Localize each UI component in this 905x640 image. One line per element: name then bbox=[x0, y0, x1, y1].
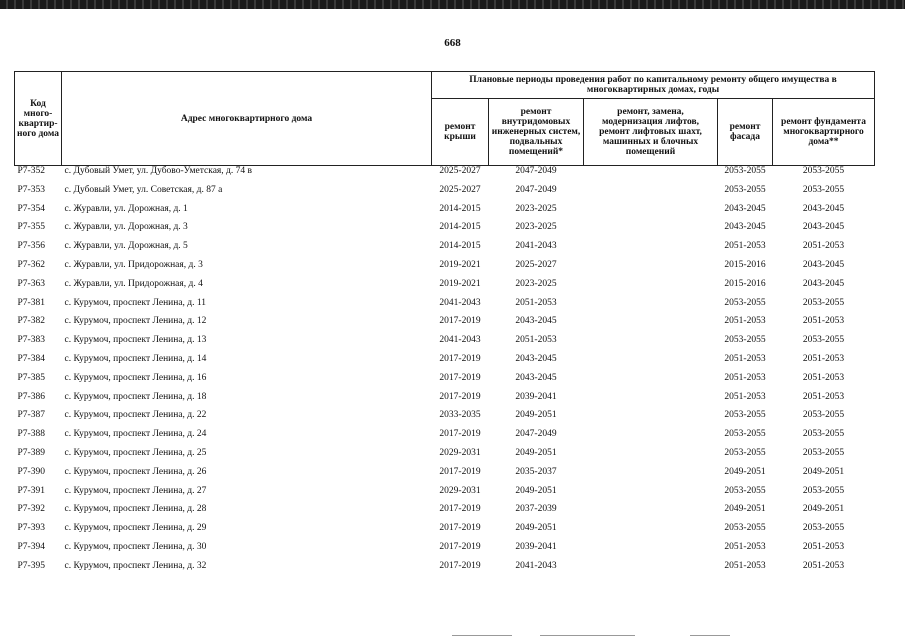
cell-elevators bbox=[584, 279, 718, 298]
cell-elevators bbox=[584, 166, 718, 185]
cell-roof: 2025-2027 bbox=[439, 166, 481, 176]
cell-address: с. Курумоч, проспект Ленина, д. 30 bbox=[64, 541, 207, 552]
table-row bbox=[15, 222, 875, 241]
cell-internal-systems: 2047-2049 bbox=[515, 166, 557, 176]
cell-internal-systems: 2023-2025 bbox=[515, 203, 557, 214]
header-roof: ремонт крыши bbox=[432, 99, 489, 166]
cell-elevators bbox=[584, 204, 718, 223]
cell-facade: 2015-2016 bbox=[724, 278, 766, 289]
cell-elevators bbox=[584, 222, 718, 241]
cell-roof: 2017-2019 bbox=[439, 391, 481, 402]
cell-internal-systems: 2043-2045 bbox=[515, 316, 557, 327]
cell-foundation: 2051-2053 bbox=[802, 353, 845, 364]
table-row bbox=[15, 561, 875, 580]
cell-roof: 2019-2021 bbox=[439, 278, 481, 289]
cell-foundation: 2053-2055 bbox=[802, 184, 845, 195]
cell-roof: 2017-2019 bbox=[439, 316, 481, 327]
cell-elevators bbox=[584, 316, 718, 335]
cell-internal-systems: 2039-2041 bbox=[515, 391, 557, 402]
cell-facade: 2051-2053 bbox=[724, 241, 766, 252]
cell-elevators bbox=[584, 561, 718, 580]
cell-code: Р7-352 bbox=[17, 166, 45, 176]
cell-elevators bbox=[584, 486, 718, 505]
cell-roof: 2014-2015 bbox=[439, 222, 481, 233]
cell-facade: 2053-2055 bbox=[724, 166, 766, 176]
cell-foundation: 2053-2055 bbox=[802, 429, 845, 440]
cell-facade: 2053-2055 bbox=[724, 485, 766, 496]
cell-roof: 2017-2019 bbox=[439, 466, 481, 477]
table-row bbox=[15, 523, 875, 542]
cell-elevators bbox=[584, 354, 718, 373]
cell-foundation: 2049-2051 bbox=[802, 504, 845, 515]
cell-address: с. Журавли, ул. Дорожная, д. 5 bbox=[64, 241, 188, 252]
cell-roof: 2041-2043 bbox=[439, 297, 481, 308]
cell-address: с. Журавли, ул. Дорожная, д. 3 bbox=[64, 222, 188, 233]
scan-top-border bbox=[0, 0, 905, 9]
cell-code: Р7-395 bbox=[17, 560, 45, 571]
cell-roof: 2019-2021 bbox=[439, 259, 481, 270]
header-address: Адрес многоквартирного дома bbox=[62, 72, 432, 166]
cell-address: с. Курумоч, проспект Ленина, д. 16 bbox=[64, 372, 207, 383]
cell-internal-systems: 2041-2043 bbox=[515, 560, 557, 571]
cell-internal-systems: 2051-2053 bbox=[515, 297, 557, 308]
cell-facade: 2051-2053 bbox=[724, 372, 766, 383]
cell-code: Р7-353 bbox=[17, 184, 45, 195]
header-foundation: ремонт фундамента многоквартирного дома** bbox=[773, 99, 875, 166]
table-row bbox=[15, 410, 875, 429]
cell-foundation: 2053-2055 bbox=[802, 485, 845, 496]
cell-address: с. Курумоч, проспект Ленина, д. 11 bbox=[64, 297, 207, 308]
cell-facade: 2049-2051 bbox=[724, 504, 766, 515]
cell-code: Р7-354 bbox=[17, 203, 45, 214]
cell-internal-systems: 2049-2051 bbox=[515, 410, 557, 421]
cell-facade: 2053-2055 bbox=[724, 429, 766, 440]
cell-roof: 2025-2027 bbox=[439, 184, 481, 195]
header-code: Код много-квартир-ного дома bbox=[15, 72, 62, 166]
cell-roof: 2017-2019 bbox=[439, 353, 481, 364]
cell-facade: 2051-2053 bbox=[724, 316, 766, 327]
cell-facade: 2051-2053 bbox=[724, 541, 766, 552]
cell-elevators bbox=[584, 504, 718, 523]
header-facade: ремонт фасада bbox=[718, 99, 773, 166]
cell-internal-systems: 2047-2049 bbox=[515, 184, 557, 195]
table-row bbox=[15, 316, 875, 335]
cell-internal-systems: 2023-2025 bbox=[515, 222, 557, 233]
cell-foundation: 2053-2055 bbox=[802, 297, 845, 308]
cell-address: с. Курумоч, проспект Ленина, д. 14 bbox=[64, 353, 207, 364]
cell-elevators bbox=[584, 467, 718, 486]
cell-elevators bbox=[584, 335, 718, 354]
table-row bbox=[15, 429, 875, 448]
cell-internal-systems: 2025-2027 bbox=[515, 259, 557, 270]
cell-internal-systems: 2043-2045 bbox=[515, 353, 557, 364]
cell-address: с. Курумоч, проспект Ленина, д. 28 bbox=[64, 504, 207, 515]
cell-address: с. Курумоч, проспект Ленина, д. 13 bbox=[64, 335, 207, 346]
header-elevators: ремонт, замена, модернизация лифтов, ремонт лифтовых шахт, машинных и блочных помещений bbox=[584, 99, 718, 166]
table-row bbox=[15, 166, 875, 185]
cell-elevators bbox=[584, 241, 718, 260]
cell-code: Р7-384 bbox=[17, 353, 45, 364]
cell-foundation: 2053-2055 bbox=[802, 166, 845, 176]
cell-address: с. Курумоч, проспект Ленина, д. 25 bbox=[64, 447, 207, 458]
cell-address: с. Курумоч, проспект Ленина, д. 26 bbox=[64, 466, 207, 477]
cell-roof: 2017-2019 bbox=[439, 372, 481, 383]
cell-roof: 2029-2031 bbox=[439, 485, 481, 496]
cell-code: Р7-387 bbox=[17, 410, 45, 421]
cell-internal-systems: 2037-2039 bbox=[515, 504, 557, 515]
cell-foundation: 2051-2053 bbox=[802, 391, 845, 402]
cell-facade: 2043-2045 bbox=[724, 203, 766, 214]
cell-code: Р7-390 bbox=[17, 466, 45, 477]
table-row bbox=[15, 279, 875, 298]
cell-address: с. Курумоч, проспект Ленина, д. 27 bbox=[64, 485, 207, 496]
table-row bbox=[15, 185, 875, 204]
table-row bbox=[15, 260, 875, 279]
table-row bbox=[15, 467, 875, 486]
cell-elevators bbox=[584, 298, 718, 317]
cell-elevators bbox=[584, 260, 718, 279]
table-row bbox=[15, 486, 875, 505]
cell-code: Р7-394 bbox=[17, 541, 45, 552]
cell-roof: 2029-2031 bbox=[439, 447, 481, 458]
cell-address: с. Дубовый Умет, ул. Советская, д. 87 а bbox=[64, 184, 223, 195]
cell-address: с. Курумоч, проспект Ленина, д. 18 bbox=[64, 391, 207, 402]
cell-facade: 2015-2016 bbox=[724, 259, 766, 270]
cell-address: с. Курумоч, проспект Ленина, д. 12 bbox=[64, 316, 207, 327]
cell-facade: 2049-2051 bbox=[724, 466, 766, 477]
cell-roof: 2041-2043 bbox=[439, 335, 481, 346]
cell-address: с. Курумоч, проспект Ленина, д. 32 bbox=[64, 560, 207, 571]
cell-elevators bbox=[584, 392, 718, 411]
cell-elevators bbox=[584, 429, 718, 448]
cell-internal-systems: 2051-2053 bbox=[515, 335, 557, 346]
cell-foundation: 2053-2055 bbox=[802, 523, 845, 534]
cell-facade: 2053-2055 bbox=[724, 184, 766, 195]
cell-code: Р7-393 bbox=[17, 523, 45, 534]
cell-elevators bbox=[584, 448, 718, 467]
cell-facade: 2053-2055 bbox=[724, 447, 766, 458]
cell-roof: 2017-2019 bbox=[439, 429, 481, 440]
cell-elevators bbox=[584, 373, 718, 392]
table-row bbox=[15, 298, 875, 317]
cell-code: Р7-381 bbox=[17, 297, 45, 308]
cell-code: Р7-363 bbox=[17, 278, 45, 289]
cell-foundation: 2043-2045 bbox=[802, 203, 845, 214]
cell-code: Р7-392 bbox=[17, 504, 45, 515]
scan-bottom-marks bbox=[0, 628, 905, 640]
table-row bbox=[15, 354, 875, 373]
cell-roof: 2014-2015 bbox=[439, 241, 481, 252]
table-row bbox=[15, 504, 875, 523]
cell-address: с. Журавли, ул. Придорожная, д. 3 bbox=[64, 259, 203, 270]
cell-code: Р7-355 bbox=[17, 222, 45, 233]
cell-address: с. Курумоч, проспект Ленина, д. 24 bbox=[64, 429, 207, 440]
cell-foundation: 2043-2045 bbox=[802, 278, 845, 289]
cell-foundation: 2049-2051 bbox=[802, 466, 845, 477]
table-row bbox=[15, 392, 875, 411]
cell-facade: 2053-2055 bbox=[724, 410, 766, 421]
cell-internal-systems: 2041-2043 bbox=[515, 241, 557, 252]
cell-code: Р7-388 bbox=[17, 429, 45, 440]
cell-code: Р7-389 bbox=[17, 447, 45, 458]
cell-elevators bbox=[584, 542, 718, 561]
cell-address: с. Журавли, ул. Придорожная, д. 4 bbox=[64, 278, 203, 289]
cell-code: Р7-385 bbox=[17, 372, 45, 383]
cell-roof: 2014-2015 bbox=[439, 203, 481, 214]
header-periods-group: Плановые периоды проведения работ по капитальному ремонту общего имущества в многоквартирных домах, годы bbox=[432, 72, 875, 99]
cell-foundation: 2051-2053 bbox=[802, 560, 845, 571]
cell-code: Р7-362 bbox=[17, 259, 45, 270]
cell-facade: 2043-2045 bbox=[724, 222, 766, 233]
page-number: 668 bbox=[444, 37, 461, 49]
repair-schedule-table bbox=[14, 71, 875, 580]
cell-address: с. Дубовый Умет, ул. Дубово-Уметская, д. 74 в bbox=[64, 166, 252, 176]
cell-internal-systems: 2043-2045 bbox=[515, 372, 557, 383]
cell-roof: 2017-2019 bbox=[439, 541, 481, 552]
table-row bbox=[15, 448, 875, 467]
cell-foundation: 2051-2053 bbox=[802, 372, 845, 383]
cell-roof: 2017-2019 bbox=[439, 504, 481, 515]
cell-foundation: 2043-2045 bbox=[802, 222, 845, 233]
cell-internal-systems: 2035-2037 bbox=[515, 466, 557, 477]
cell-code: Р7-383 bbox=[17, 335, 45, 346]
cell-internal-systems: 2049-2051 bbox=[515, 523, 557, 534]
cell-facade: 2053-2055 bbox=[724, 335, 766, 346]
cell-elevators bbox=[584, 185, 718, 204]
header-internal-systems: ремонт внутридомовых инженерных систем, подвальных помещений* bbox=[489, 99, 584, 166]
cell-foundation: 2053-2055 bbox=[802, 335, 845, 346]
cell-code: Р7-382 bbox=[17, 316, 45, 327]
cell-foundation: 2051-2053 bbox=[802, 241, 845, 252]
cell-foundation: 2053-2055 bbox=[802, 447, 845, 458]
table-row bbox=[15, 204, 875, 223]
cell-facade: 2051-2053 bbox=[724, 353, 766, 364]
cell-facade: 2051-2053 bbox=[724, 391, 766, 402]
cell-foundation: 2051-2053 bbox=[802, 316, 845, 327]
cell-roof: 2033-2035 bbox=[439, 410, 481, 421]
cell-roof: 2017-2019 bbox=[439, 560, 481, 571]
cell-internal-systems: 2049-2051 bbox=[515, 447, 557, 458]
table-row bbox=[15, 335, 875, 354]
cell-elevators bbox=[584, 410, 718, 429]
cell-code: Р7-386 bbox=[17, 391, 45, 402]
table-body bbox=[15, 166, 875, 580]
cell-code: Р7-356 bbox=[17, 241, 45, 252]
cell-internal-systems: 2023-2025 bbox=[515, 278, 557, 289]
cell-code: Р7-391 bbox=[17, 485, 45, 496]
cell-facade: 2053-2055 bbox=[724, 297, 766, 308]
cell-address: с. Курумоч, проспект Ленина, д. 29 bbox=[64, 523, 207, 534]
cell-internal-systems: 2049-2051 bbox=[515, 485, 557, 496]
cell-foundation: 2053-2055 bbox=[802, 410, 845, 421]
cell-elevators bbox=[584, 523, 718, 542]
cell-facade: 2053-2055 bbox=[724, 523, 766, 534]
cell-facade: 2051-2053 bbox=[724, 560, 766, 571]
cell-address: с. Журавли, ул. Дорожная, д. 1 bbox=[64, 203, 188, 214]
table-row bbox=[15, 542, 875, 561]
table-row bbox=[15, 241, 875, 260]
cell-roof: 2017-2019 bbox=[439, 523, 481, 534]
cell-internal-systems: 2039-2041 bbox=[515, 541, 557, 552]
cell-address: с. Курумоч, проспект Ленина, д. 22 bbox=[64, 410, 207, 421]
cell-foundation: 2051-2053 bbox=[802, 541, 845, 552]
cell-internal-systems: 2047-2049 bbox=[515, 429, 557, 440]
table-row bbox=[15, 373, 875, 392]
cell-foundation: 2043-2045 bbox=[802, 259, 845, 270]
